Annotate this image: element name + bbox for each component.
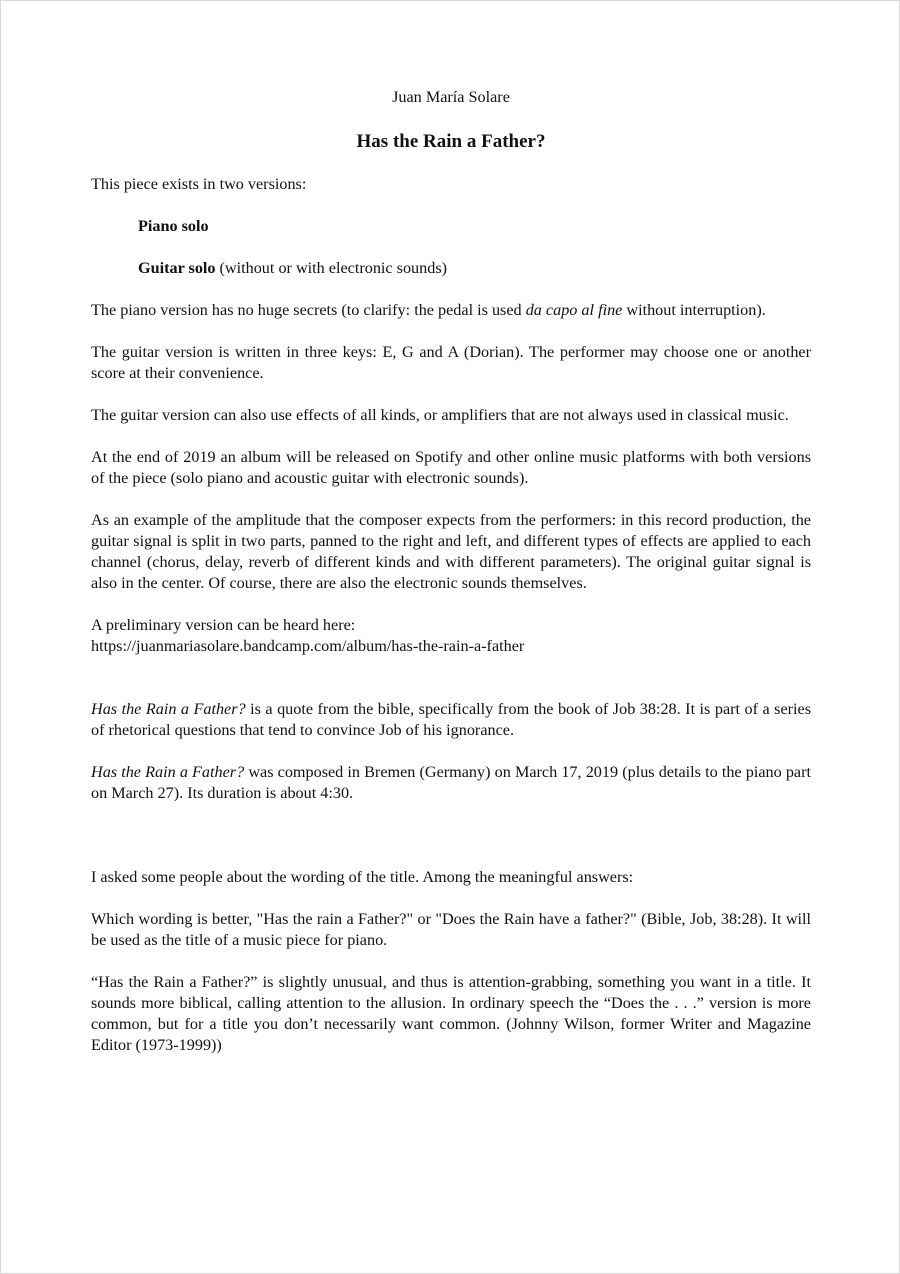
version-guitar-note: (without or with electronic sounds): [215, 259, 448, 277]
piano-para-after: without interruption).: [622, 301, 766, 319]
amplitude-paragraph: As an example of the amplitude that the composer expects from the performers: in this record production, the guitar signal is split in two parts, panned to the right and left, and different types of effects are applied to each channel (chorus, delay, reverb of different kinds and with different parameters). The original guitar signal is also in the center. Of course, there are also the electronic sounds themselves.: [91, 511, 811, 592]
composed-para-title: Has the Rain a Father?: [91, 763, 245, 781]
version-piano: [91, 216, 811, 237]
quote-paragraph: [91, 699, 811, 741]
answer-paragraph: “Has the Rain a Father?” is slightly unusual, and thus is attention-grabbing, something you want in a title. It sounds more biblical, calling attention to the allusion. In ordinary speech the “Does the . . .” version is more common, but for a title you don’t necessarily want common. (Johnny Wilson, former Writer and Magazine Editor (1973-1999)): [91, 973, 811, 1054]
guitar-keys-paragraph: The guitar version is written in three keys: E, G and A (Dorian). The performer may choose one or another score at their convenience.: [91, 343, 811, 382]
piano-para-italic: da capo al fine: [525, 301, 623, 319]
guitar-effects-paragraph: The guitar version can also use effects of all kinds, or amplifiers that are not always used in classical music.: [91, 406, 789, 424]
intro-paragraph: This piece exists in two versions:: [91, 175, 307, 193]
preliminary-url[interactable]: https://juanmariasolare.bandcamp.com/album/has-the-rain-a-father: [91, 637, 525, 655]
piano-version-paragraph: [91, 300, 811, 321]
question-paragraph: Which wording is better, "Has the rain a Father?" or "Does the Rain have a father?" (Bible, Job, 38:28). It will be used as the title of a music piece for piano.: [91, 910, 811, 949]
album-paragraph: At the end of 2019 an album will be released on Spotify and other online music platforms with both versions of the piece (solo piano and acoustic guitar with electronic sounds).: [91, 448, 811, 487]
quote-para-title: Has the Rain a Father?: [91, 700, 246, 718]
asked-paragraph: I asked some people about the wording of the title. Among the meaningful answers:: [91, 868, 634, 886]
version-guitar-name: Guitar solo: [138, 259, 216, 277]
version-guitar: [91, 258, 811, 279]
composed-para-rest: was composed in Bremen (Germany) on March 17, 2019 (plus details to the piano part on March 27). Its duration is about 4:30.: [91, 763, 811, 802]
quote-para-rest: is a quote from the bible, specifically from the book of Job 38:28. It is part of a series of rhetorical questions that tend to convince Job of his ignorance.: [91, 700, 812, 739]
author-name: Juan María Solare: [392, 88, 510, 106]
composed-paragraph: [91, 762, 811, 804]
document-body: [91, 87, 811, 1056]
piano-para-before: The piano version has no huge secrets (to clarify: the pedal is used: [91, 301, 526, 319]
document-title: Has the Rain a Father?: [356, 131, 546, 152]
preliminary-label: A preliminary version can be heard here:: [91, 616, 356, 634]
version-piano-name: Piano solo: [138, 217, 209, 235]
